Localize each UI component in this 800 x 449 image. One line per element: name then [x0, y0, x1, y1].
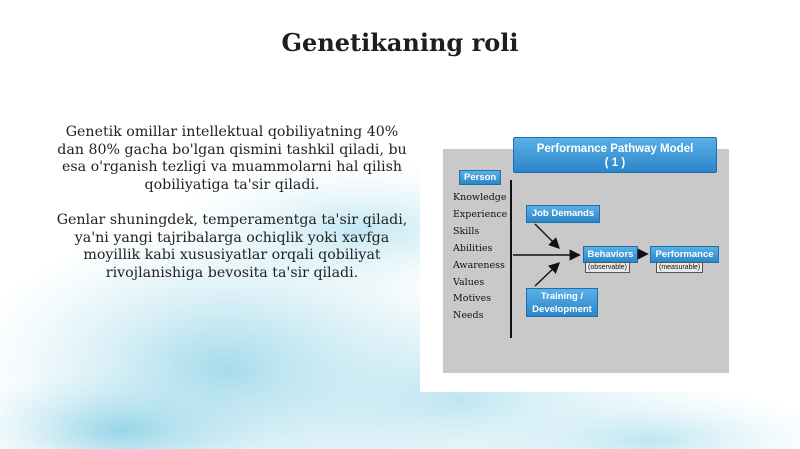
trait-item: Motives — [453, 293, 492, 305]
divider-line — [510, 180, 512, 338]
traits-list — [453, 190, 507, 325]
training-line1: Training / — [540, 291, 584, 302]
trait-item: Skills — [453, 225, 480, 237]
trait-item: Values — [453, 276, 485, 288]
slide-body — [52, 124, 412, 300]
training-line2: Development — [532, 304, 592, 315]
trait-item: Needs — [453, 310, 484, 322]
performance-sublabel: (measurable) — [656, 262, 703, 273]
trait-item: Awareness — [453, 259, 505, 271]
slide-title: Genetikaning roli — [281, 28, 519, 57]
trait-item: Experience — [453, 208, 508, 220]
diagram-title-line1: Performance Pathway Model — [536, 143, 694, 155]
behaviors-box: Behaviors — [583, 246, 638, 263]
behaviors-sublabel: (observable) — [585, 262, 630, 273]
trait-item: Knowledge — [453, 192, 507, 203]
paragraph-genetic-factors: Genetik omillar intellektual qobiliyatning 40% dan 80% gacha bo'lgan qismini tashkil qiladi, bu esa o'rganish tezligi va muammolarni hal qilish qobiliyatiga ta'sir qiladi. — [57, 124, 407, 193]
person-label: Person — [459, 170, 501, 185]
performance-box: Performance — [650, 246, 719, 263]
diagram-title — [513, 137, 717, 173]
diagram-title-line2: ( 1 ) — [604, 157, 626, 169]
job-demands-box: Job Demands — [526, 205, 600, 223]
trait-item: Abilities — [453, 242, 493, 254]
paragraph-temperament: Genlar shuningdek, temperamentga ta'sir qiladi, ya'ni yangi tajribalarga ochiqlik yoki xavfga moyillik kabi xususiyatlar orqali qobiliyat rivojlanishiga bevosita ta'sir qiladi. — [56, 212, 408, 281]
training-development-box — [526, 288, 598, 317]
